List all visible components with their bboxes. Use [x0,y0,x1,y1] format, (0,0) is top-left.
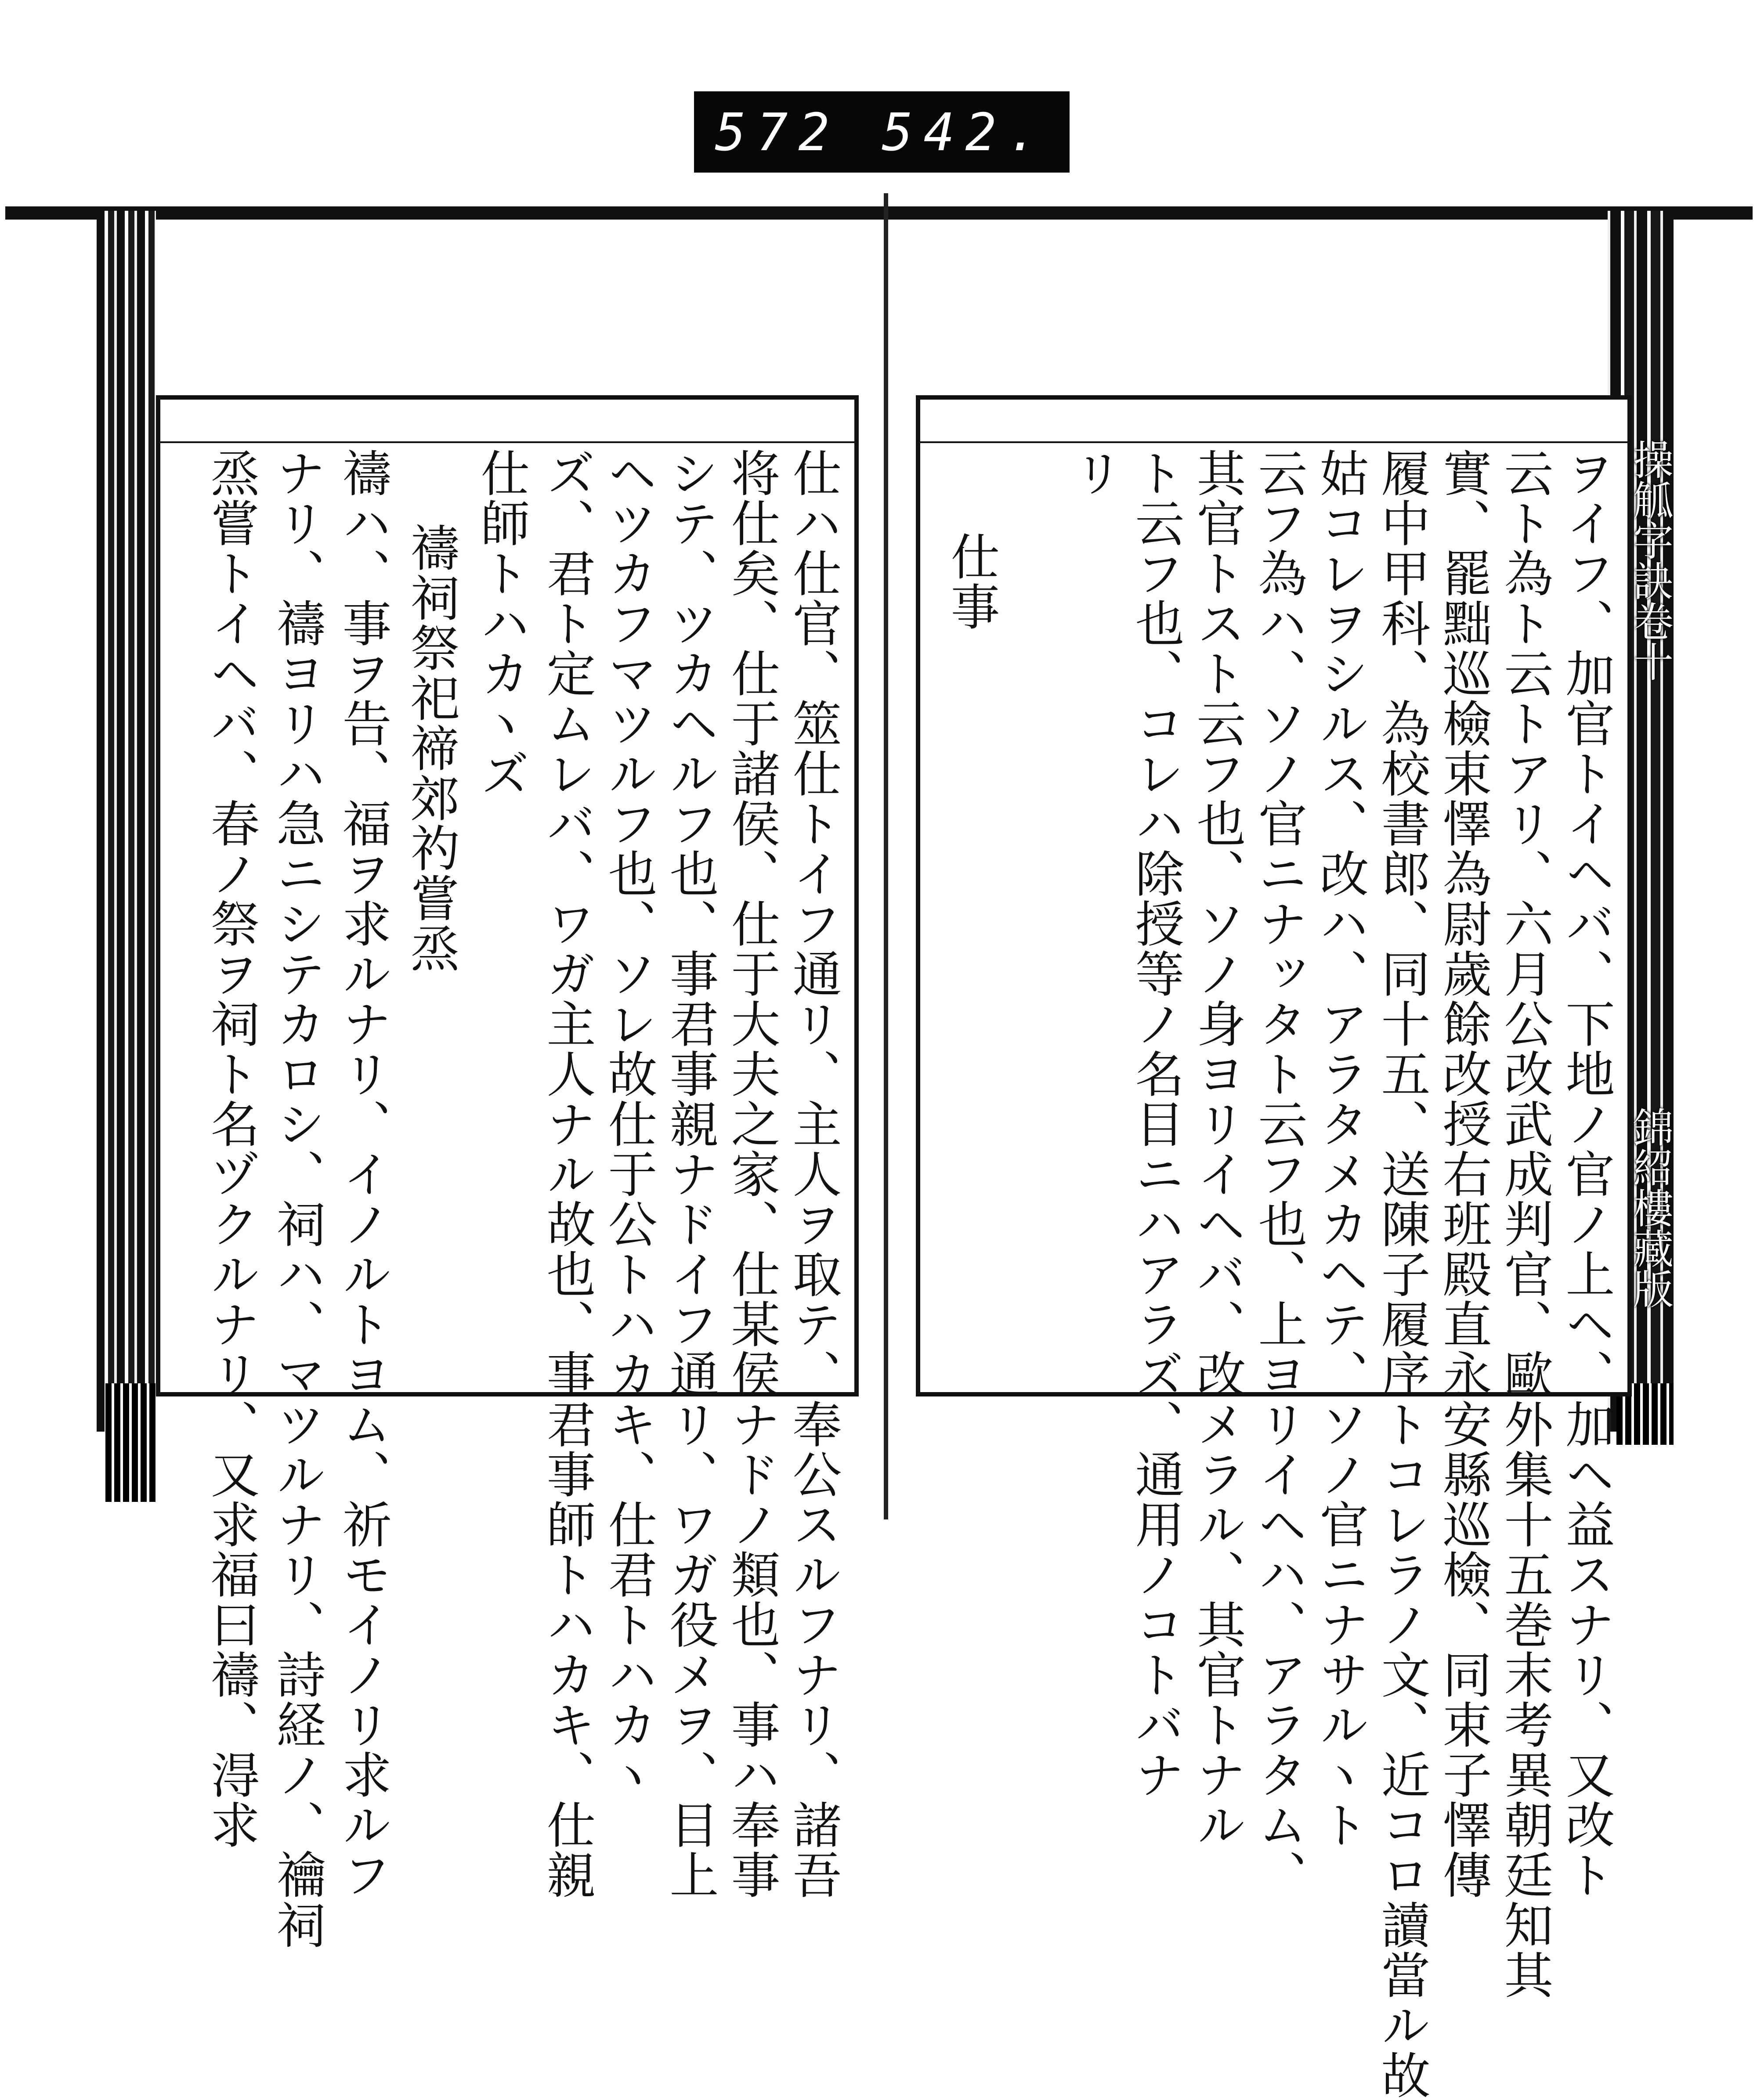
right-col-1: ヲイフ、加官トイヘバ、下地ノ官ノ上ヘ、加ヘ益スナリ、又改ト [1558,448,1615,1900]
folio-left-number: 572 [715,101,840,162]
right-section-title: 仕事 [943,531,1000,631]
publisher-mark: 錦紹樓藏版 [1627,1107,1674,1309]
left-col-6: 仕師トハカヽズ [473,448,530,798]
book-top-edge [5,206,1753,220]
book-gutter [884,193,888,1519]
right-col-3: 實、罷黜巡檢束懌為尉歲餘改授右班殿直永安縣巡檢、同束子懌傳 [1435,448,1492,1900]
right-col-9: リ [1066,448,1123,498]
right-col-4: 履中甲科、為校書郎、同十五、送陳子履序トコレラノ文、近コロ讀當ル故 [1373,448,1430,2100]
right-col-5: 姑コレヲシルス、改ハ、アラタメカヘテ、ソノ官ニナサルヽト [1312,448,1369,1850]
right-col-6: 云フ為ハ、ソノ官ニナッタト云フ也、上ヨリイヘハ、アラタム、 [1250,448,1307,1900]
left-page-rule [160,441,854,443]
left-page [156,395,859,1950]
right-col-7: 其官トスト云フ也、ソノ身ヨリイヘバ、改メラル、其官トナル [1189,448,1246,1850]
right-col-8: ト云フ也、コレハ除授等ノ名目ニハアラズ、通用ノコトバナ [1127,448,1184,1800]
running-header: 操觚字訣卷十 [1627,439,1674,682]
right-col-2: 云ト為ト云トアリ、六月公改武成判官、歐外集十五巻末考異朝廷知其 [1496,448,1553,2000]
left-book-edge [97,211,156,1432]
left-col-3: シテ、ツカヘルフ也、事君事親ナドイフ通リ、ワガ役メヲ、目上 [662,448,719,1900]
left-col-1: 仕ハ仕官、筮仕トイフ通リ、主人ヲ取テ、奉公スルフナリ、諸吾 [785,448,842,1900]
left-bottom-edge [105,1383,158,1502]
left-col-9: ナリ、禱ヨリハ急ニシテカロシ、祠ハ、マツルナリ、詩経ノ、禴祠 [268,448,325,1950]
folio-label [694,91,1070,173]
left-col-10: 烝嘗トイヘバ、春ノ祭ヲ祠ト名ヅクルナリ、又求福曰禱、淂求 [202,448,260,1850]
left-col-5: ズ、君ト定ムレバ、ワガ主人ナル故也、事君事師トハカキ、仕親 [539,448,596,1900]
left-col-2: 将仕矣、仕于諸侯、仕于大夫之家、仕某侯ナドノ類也、事ハ奉事 [723,448,780,1900]
folio-right-number: 542. [882,101,1049,162]
right-page-rule [920,441,1627,443]
left-col-4: ヘツカフマツルフ也、ソレ故仕于公トハカキ、仕君トハカヽ [600,448,657,1800]
left-section-title: 禱祠祭祀禘郊礿嘗烝 [402,523,459,973]
right-page [916,395,1632,2100]
left-col-8: 禱ハ、事ヲ告、福ヲ求ルナリ、イノルトヨム、祈モイノリ求ルフ [334,448,391,1900]
